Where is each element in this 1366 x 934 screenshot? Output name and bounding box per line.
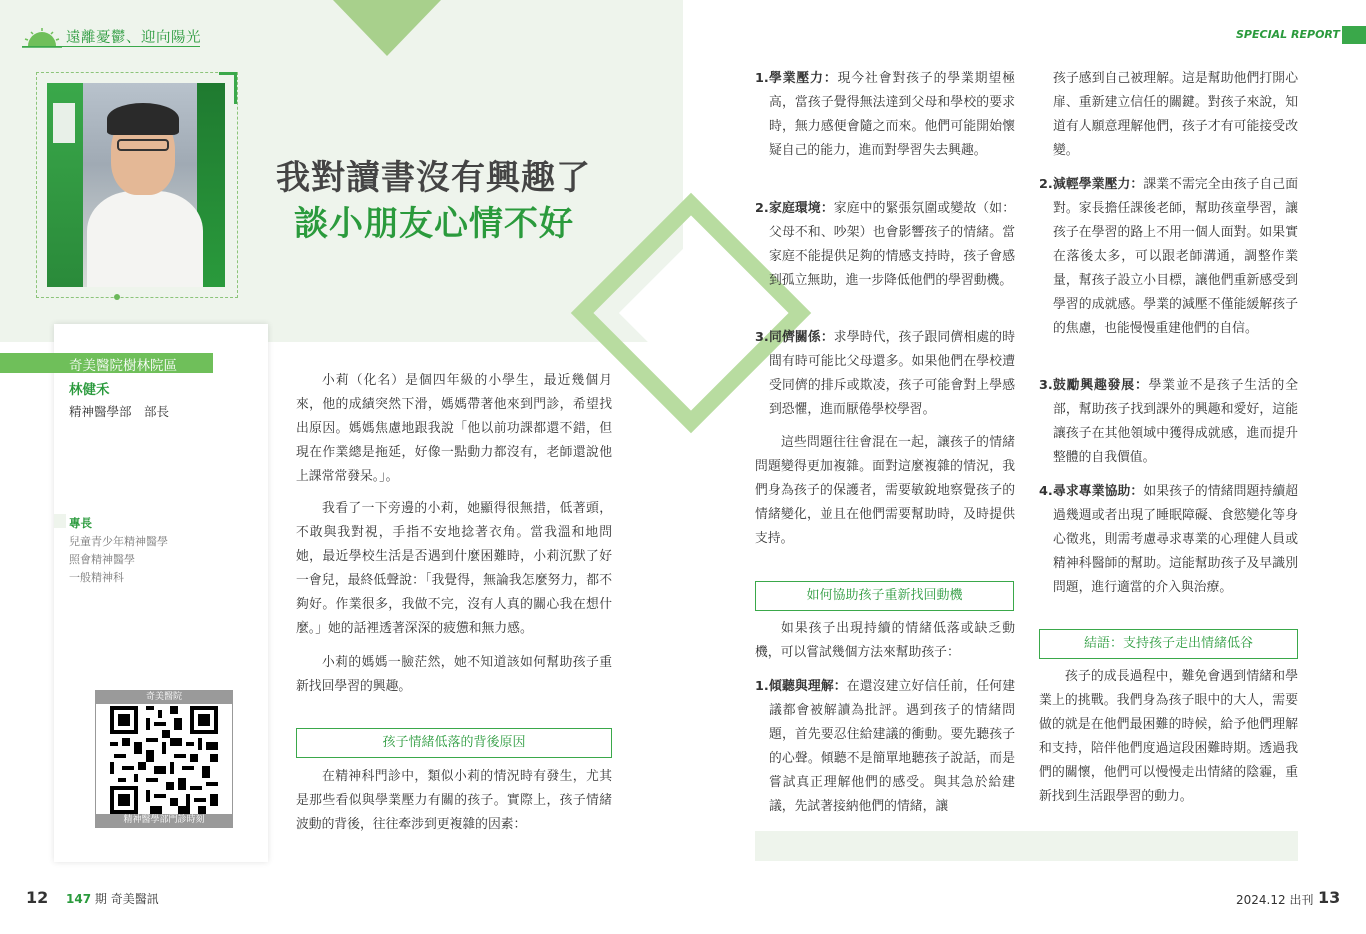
list-item-cause-3: 3. 同儕關係：求學時代，孩子跟同儕相處的時間有時可能比父母還多。如果他們在學校遭受同儕的排斥或欺凌，孩子可能會對上學感到恐懼，進而厭倦學校學習。	[755, 330, 1016, 417]
qr-code-box[interactable]	[95, 690, 233, 828]
special-report-bar	[1342, 26, 1366, 44]
author-hospital: 奇美醫院樹林院區	[69, 358, 177, 374]
specialty-item: 一般精神科	[69, 571, 124, 584]
paragraph-causes-intro: 在精神科門診中，類似小莉的情況時有發生，尤其是那些看似與學業壓力有關的孩子。實際上，孩子情緒波動的背後，往往牽涉到更複雜的因素：	[296, 769, 612, 832]
sun-icon	[22, 26, 62, 48]
paragraph-intro: 小莉（化名）是個四年級的小學生，最近幾個月來，他的成績突然下滑，媽媽帶著他來到門診，希望找出原因。媽媽焦慮地跟我說「他以前功課都還不錯，但現在作業總是拖延，好像一點動力都沒有，老師還說他上課常常發呆。」。	[296, 373, 612, 484]
qr-top-label: 奇美醫院	[96, 691, 232, 704]
publish-date: 2024.12 出刊	[1236, 893, 1314, 907]
author-name: 林健禾	[69, 382, 110, 398]
list-item-method-2: 2. 減輕學業壓力：課業不需完全由孩子自己面對。家長擔任課後老師，幫助孩童學習，讓孩子在學習的路上不用一個人面對。如果實在落後太多，可以跟老師溝通，調整作業量，幫孩子設立小目標，讓他們重新感受到學習的成就感。學業的減壓不僅能緩解孩子的焦慮，也能慢慢重建他們的自信。	[1039, 177, 1299, 336]
paragraph-observation: 我看了一下旁邊的小莉，她顯得很無措，低著頭，不敢與我對視，手指不安地捻著衣角。當我溫和地問她，最近學校生活是否遇到什麼困難時，小莉沉默了好一會兒，最終低聲說：「我覺得，無論我怎麼努力，都不夠好。作業很多，我做不完，沒有人真的關心我在想什麼。」她的話裡透著深深的疲憊和無力感。	[296, 501, 612, 636]
issue-number: 147	[66, 892, 92, 906]
qr-bottom-label: 精神醫學部門診時刻	[96, 814, 232, 827]
specialty-marker	[54, 514, 66, 528]
decorative-triangle	[333, 0, 441, 56]
section-header-title: 遠離憂鬱、迎向陽光	[66, 30, 201, 46]
list-item-method-4: 4. 尋求專業協助：如果孩子的情緒問題持續超過幾週或者出現了睡眠障礙、食慾變化等身心徵兆，則需考慮尋求專業的心理健人員或精神科醫師的幫助。這能幫助孩子及早識別問題，進行適當的介入與治療。	[1039, 484, 1299, 595]
qr-code-icon	[110, 706, 218, 814]
section-heading-methods: 如何協助孩子重新找回動機	[755, 581, 1014, 611]
page-number-left: 12	[26, 888, 49, 907]
specialty-item: 照會精神醫學	[69, 553, 135, 566]
author-title: 精神醫學部 部長	[69, 404, 170, 419]
issue-label	[66, 890, 159, 907]
footer-decorative-bar	[755, 831, 1298, 861]
paragraph-methods-intro: 如果孩子出現持續的情緒低落或缺乏動機，可以嘗試幾個方法來幫助孩子：	[755, 621, 1015, 660]
section-heading-conclusion: 結語：支持孩子走出情緒低谷	[1039, 629, 1298, 659]
list-item-cause-2: 2. 家庭環境：家庭中的緊張氛圍或變故（如：父母不和、吵架）也會影響孩子的情緒。當家庭不能提供足夠的情感支持時，孩子會感到孤立無助，進一步降低他們的學習動機。	[755, 201, 1016, 288]
photo-frame-dot	[114, 294, 120, 300]
paragraph-conclusion: 孩子的成長過程中，難免會遇到情緒和學業上的挑戰。我們身為孩子眼中的大人，需要做的就是在他們最困難的時候，給予他們理解和支持，陪伴他們度過這段困難時期。透過我們的關懷，他們可以慢慢走出情緒的陰霾，重新找到生活跟學習的動力。	[1039, 669, 1298, 804]
specialty-item: 兒童青少年精神醫學	[69, 535, 168, 548]
list-item-method-1: 1. 傾聽與理解：在還沒建立好信任前，任何建議都會被解讀為批評。遇到孩子的情緒問題，首先要忍住給建議的衝動。要先聽孩子的心聲。傾聽不是簡單地聽孩子說話，而是嘗試真正理解他們的感受。與其急於給建議，先試著接納他們的情緒，讓	[755, 679, 1016, 814]
list-item-method-3: 3. 鼓勵興趣發展：學業並不是孩子生活的全部，幫助孩子找到課外的興趣和愛好，這能讓孩子在其他領域中獲得成就感，進而提升整體的自我價值。	[1039, 378, 1299, 465]
special-report-label: SPECIAL REPORT	[1236, 28, 1340, 41]
section-heading-causes: 孩子情緒低落的背後原因	[296, 728, 612, 758]
issue-name: 期 奇美醫訊	[94, 892, 159, 906]
paragraph-method-1-continued: 孩子感到自己被理解。這是幫助他們打開心扉、重新建立信任的關鍵。對孩子來說，知道有人願意理解他們，孩子才有可能接受改變。	[1053, 71, 1298, 158]
author-photo	[47, 83, 225, 287]
list-item-cause-1: 1. 學業壓力：現今社會對孩子的學業期望極高，當孩子覺得無法達到父母和學校的要求時，無力感便會隨之而來。他們可能開始懷疑自己的能力，進而對學習失去興趣。	[755, 71, 1016, 158]
page-number-right: 13	[1318, 888, 1341, 907]
paragraph-complexity: 這些問題往往會混在一起，讓孩子的情緒問題變得更加複雜。面對這麼複雜的情況，我們身為孩子的保護者，需要敏銳地察覺孩子的情緒變化，並且在他們需要幫助時，及時提供支持。	[755, 435, 1015, 546]
article-title-line1: 我對讀書沒有興趣了	[276, 158, 591, 198]
header-underline	[22, 46, 200, 47]
specialty-heading: 專長	[69, 516, 92, 530]
paragraph-mother: 小莉的媽媽一臉茫然，她不知道該如何幫助孩子重新找回學習的興趣。	[296, 655, 612, 694]
article-title-line2: 談小朋友心情不好	[294, 204, 574, 244]
